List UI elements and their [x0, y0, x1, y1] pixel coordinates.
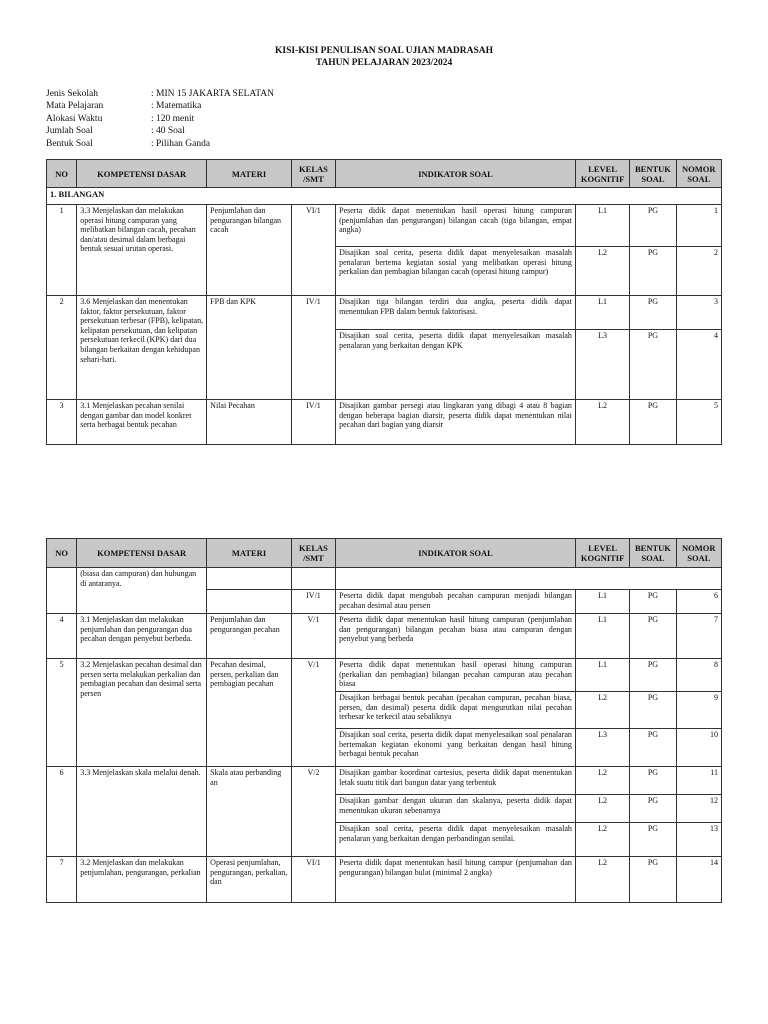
- cell-level: L1: [575, 296, 629, 330]
- cell-no: 3: [47, 400, 77, 445]
- cell-nomor: 11: [676, 767, 721, 795]
- cell-nomor: 10: [676, 729, 721, 767]
- section-title: 1. BILANGAN: [47, 188, 722, 205]
- cell-kompetensi: 3.2 Menjelaskan pecahan desimal dan persen serta melakukan perkalian dan pembagian pecahan dan desimal serta persen: [77, 659, 207, 767]
- cell-level: L1: [575, 205, 629, 247]
- cell-nomor: 9: [676, 692, 721, 729]
- cell-kelas: V/1: [291, 659, 335, 767]
- cell-nomor: 14: [676, 857, 721, 903]
- cell-materi: Operasi penjumlahan, pengurangan, perkalian, dan: [207, 857, 292, 903]
- cell-indikator: Peserta didik dapat menentukan hasil operasi hitung campuran (penjumlahan dan pengurangan) bilangan cacah (tiga bilangan, empat angka): [336, 205, 576, 247]
- table-row: [47, 296, 722, 330]
- cell-bentuk: PG: [630, 857, 676, 903]
- cell-nomor: 5: [676, 400, 721, 445]
- header-kompetensi: KOMPETENSI DASAR: [77, 160, 207, 188]
- header-kompetensi: KOMPETENSI DASAR: [77, 539, 207, 568]
- cell-nomor: 12: [676, 795, 721, 823]
- cell-materi: Penjumlahan dan pengurangan bilangan cacah: [207, 205, 292, 296]
- cell-kompetensi: 3.3 Menjelaskan dan melakukan operasi hitung campuran yang melibatkan bilangan cacah, pecahan dan/atau desimal dalam berbagai bentuk sesuai urutan operasi.: [77, 205, 207, 296]
- cell-level: L2: [575, 400, 629, 445]
- cell-indikator: Peserta didik dapat mengubah pecahan campuran menjadi bilangan pecahan desimal atau persen: [336, 590, 576, 614]
- cell-materi: Penjumlahan dan pengurangan pecahan: [207, 614, 292, 659]
- header-materi: MATERI: [207, 160, 292, 188]
- cell-kompetensi: 3.1 Menjelaskan pecahan senilai dengan gambar dan model konkret serta berbagai bentuk pecahan: [77, 400, 207, 445]
- cell-bentuk: PG: [630, 590, 676, 614]
- cell-level: L2: [575, 795, 629, 823]
- header-kelas: KELAS /SMT: [291, 160, 335, 188]
- cell-materi: Skala atau perbanding an: [207, 767, 292, 857]
- cell-nomor: 8: [676, 659, 721, 692]
- cell-no: 5: [47, 659, 77, 767]
- cell-bentuk: PG: [630, 614, 676, 659]
- info-row: [46, 113, 274, 125]
- header-level: LEVEL KOGNITIF: [575, 160, 629, 188]
- cell-materi: [207, 590, 292, 614]
- cell-nomor: 6: [676, 590, 721, 614]
- header-no: NO: [47, 160, 77, 188]
- info-label: Jumlah Soal: [46, 126, 93, 137]
- cell-kompetensi: 3.6 Menjelaskan dan menentukan faktor, faktor persekutuan, faktor persekutuan terbesar (FPB), kelipatan, kelipatan persekutuan, dan kelipatan persekutuan terkecil (KPK) dari dua bilangan berkaitan dengan kehidupan sehari-hari.: [77, 296, 207, 400]
- cell-kompetensi: 3.3 Menjelaskan skala melalui denah.: [77, 767, 207, 857]
- cell-kelas: V/1: [291, 614, 335, 659]
- cell-indikator: Disajikan soal cerita, peserta didik dapat menyelesaikan masalah penalaran yang berkaitan dengan KPK: [336, 330, 576, 400]
- cell-indikator: Disajikan tiga bilangan terdiri dua angka, peserta didik dapat menentukan FPB dalam bentuk faktorisasi.: [336, 296, 576, 330]
- info-row: [46, 100, 274, 112]
- info-value: : Matematika: [151, 101, 202, 112]
- header-bentuk: BENTUK SOAL: [630, 160, 676, 188]
- cell-level: L2: [575, 767, 629, 795]
- header-row: [47, 539, 722, 568]
- table-row: [47, 400, 722, 445]
- cell-indikator: Peserta didik dapat menentukan hasil hitung campuran (penjumlahan dan pengurangan) bilangan pecahan biasa atau campuran dengan penyebut yang berbeda: [336, 614, 576, 659]
- cell-nomor: 3: [676, 296, 721, 330]
- cell-no: 4: [47, 614, 77, 659]
- info-label: Jenis Sekolah: [46, 89, 98, 99]
- cell-level: L3: [575, 729, 629, 767]
- cell-kelas: IV/1: [291, 400, 335, 445]
- section-row: [47, 188, 722, 205]
- cell-kompetensi: (biasa dan campuran) dan hubungan di antaranya.: [77, 568, 207, 614]
- cell-nomor: 2: [676, 247, 721, 296]
- cell-indikator: Peserta didik dapat menentukan hasil hitung campur (penjumahan dan pengurangan) bilangan bulat (minimal 2 angka): [336, 857, 576, 903]
- cell-indikator: Disajikan soal cerita, peserta didik dapat menyelesaikan masalah penalaran yang berkaitan dengan perbandingan senilai.: [336, 823, 576, 857]
- cell-kelas: [291, 568, 335, 590]
- info-label: Bentuk Soal: [46, 138, 93, 149]
- info-row: [46, 88, 274, 100]
- cell-level: L1: [575, 614, 629, 659]
- cell-level: L3: [575, 330, 629, 400]
- header-nomor: NOMOR SOAL: [676, 539, 721, 568]
- cell-level: L2: [575, 247, 629, 296]
- document-subtitle: TAHUN PELAJARAN 2023/2024: [315, 58, 453, 68]
- table-row: [47, 659, 722, 692]
- cell-kelas: IV/1: [291, 296, 335, 400]
- cell-indikator: Disajikan gambar dengan ukuran dan skalanya, peserta didik dapat menentukan ukuran sebenarnya: [336, 795, 576, 823]
- cell-bentuk: PG: [630, 659, 676, 692]
- cell-bentuk: PG: [630, 400, 676, 445]
- cell-indikator: Disajikan soal cerita, peserta didik dapat menyelesaikan masalah penalaran bertema kegiatan sosial yang melibatkan operasi hitung perkalian dan pembagian bilangan cacah (operasi hitung campur): [336, 247, 576, 296]
- cell-bentuk: PG: [630, 795, 676, 823]
- table-row: [47, 767, 722, 795]
- cell-level: L1: [575, 590, 629, 614]
- cell-materi: Nilai Pecahan: [207, 400, 292, 445]
- table-row: [47, 614, 722, 659]
- table-row: [47, 568, 722, 590]
- header-indikator: INDIKATOR SOAL: [336, 160, 576, 188]
- table-row: [47, 857, 722, 903]
- header-materi: MATERI: [207, 539, 292, 568]
- table-row: [47, 205, 722, 247]
- cell-bentuk: PG: [630, 729, 676, 767]
- cell-bentuk: PG: [630, 692, 676, 729]
- cell-bentuk: PG: [630, 330, 676, 400]
- cell-no: 1: [47, 205, 77, 296]
- cell-indikator: Disajikan berbagai bentuk pecahan (pecahan campuran, pecahan biasa, persen, dan desimal) peserta didik dapat mengurutkan nilai pecahan terbesar ke terkecil atau sebaliknya: [336, 692, 576, 729]
- cell-level: L1: [575, 659, 629, 692]
- cell-no: 2: [47, 296, 77, 400]
- info-value: : 120 menit: [151, 113, 195, 124]
- cell-no: [47, 568, 77, 614]
- document-title: KISI-KISI PENULISAN SOAL UJIAN MADRASAH: [274, 46, 493, 56]
- info-value: : MIN 15 JAKARTA SELATAN: [151, 89, 274, 99]
- cell-nomor: 13: [676, 823, 721, 857]
- info-value: : 40 Soal: [151, 126, 185, 137]
- kisi-kisi-table-page2: [46, 538, 722, 903]
- cell-materi: FPB dan KPK: [207, 296, 292, 400]
- cell-indikator: Peserta didik dapat menentukan hasil operasi hitung campuran (perkalian dan pembagian) bilangan pecahan campuran atau pecahan biasa: [336, 659, 576, 692]
- cell-kompetensi: 3.2 Menjelaskan dan melakukan penjumlahan, pengurangan, perkalian: [77, 857, 207, 903]
- cell-nomor: 7: [676, 614, 721, 659]
- cell-indikator: Disajikan gambar persegi atau lingkaran yang dibagi 4 atau 8 bagian dengan beberapa bagian diarsir, peserta didik dapat menentukan nilai pecahan dari bagian yang diarsir: [336, 400, 576, 445]
- cell-kelas: VI/1: [291, 857, 335, 903]
- header-no: NO: [47, 539, 77, 568]
- cell-empty: [336, 568, 722, 590]
- info-row: [46, 138, 274, 150]
- cell-bentuk: PG: [630, 767, 676, 795]
- cell-no: 6: [47, 767, 77, 857]
- header-kelas: KELAS /SMT: [291, 539, 335, 568]
- cell-kelas: V/2: [291, 767, 335, 857]
- info-label: Mata Pelajaran: [46, 101, 104, 112]
- info-value: : Pilihan Ganda: [151, 138, 211, 149]
- cell-bentuk: PG: [630, 823, 676, 857]
- header-level: LEVEL KOGNITIF: [575, 539, 629, 568]
- cell-bentuk: PG: [630, 205, 676, 247]
- cell-kelas: VI/1: [291, 205, 335, 296]
- header-nomor: NOMOR SOAL: [676, 160, 721, 188]
- cell-kelas: IV/1: [291, 590, 335, 614]
- cell-materi: [207, 568, 292, 590]
- cell-bentuk: PG: [630, 296, 676, 330]
- cell-no: 7: [47, 857, 77, 903]
- info-label: Alokasi Waktu: [46, 113, 103, 124]
- header-indikator: INDIKATOR SOAL: [336, 539, 576, 568]
- cell-level: L2: [575, 857, 629, 903]
- cell-nomor: 4: [676, 330, 721, 400]
- cell-indikator: Disajikan gambar koordinat cartesius, peserta didik dapat menentukan letak suatu titik dari bangun datar yang terbentuk: [336, 767, 576, 795]
- cell-bentuk: PG: [630, 247, 676, 296]
- header-row: [47, 160, 722, 188]
- school-info: [46, 88, 274, 150]
- cell-level: L2: [575, 823, 629, 857]
- info-row: [46, 125, 274, 137]
- header-bentuk: BENTUK SOAL: [630, 539, 676, 568]
- cell-nomor: 1: [676, 205, 721, 247]
- kisi-kisi-table-page1: [46, 159, 722, 445]
- cell-kompetensi: 3.1 Menjelaskan dan melakukan penjumlahan dan pengurangan dua pecahan dengan penyebut berbeda.: [77, 614, 207, 659]
- cell-indikator: Disajikan soal cerita, peserta didik dapat menyelesaikan soal penalaran bertemakan kegiatan ekonomi yang berkaitan dengan hasil hitung berbagai bentuk pecahan: [336, 729, 576, 767]
- cell-materi: Pecahan desimal, persen, perkalian dan pembagian pecahan: [207, 659, 292, 767]
- cell-level: L2: [575, 692, 629, 729]
